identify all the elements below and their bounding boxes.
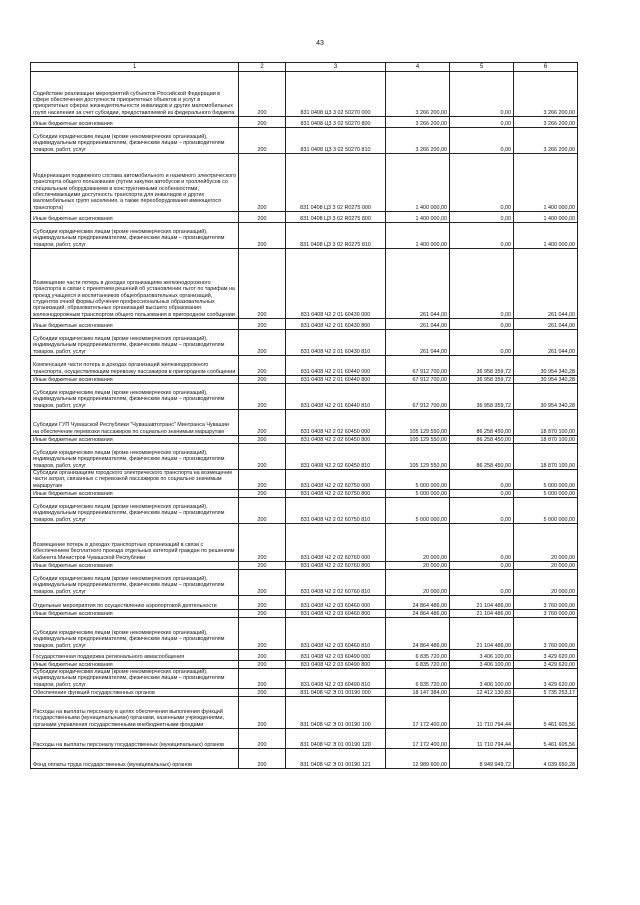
approved-amount: 24 864 486,00 [386,596,450,610]
table-row [31,128,578,154]
remaining-amount: 30 954 340,28 [514,384,578,410]
executed-amount: 21 104 486,00 [450,618,514,650]
budget-classification-code: 831 0408 Ч2 2 01 60430 000 [286,249,386,319]
admin-code: 200 [239,570,286,596]
expense-description: Иные бюджетные ассигнования [31,562,239,570]
budget-classification-code: 831 0408 Ц3 3 02 50270 000 [286,72,386,117]
approved-amount: 1 400 000,00 [386,212,450,223]
table-row [31,330,578,356]
budget-classification-code: 831 0408 Ч2 2 03 60490 000 [286,650,386,661]
header-cell: 3 [286,63,386,72]
admin-code: 200 [239,154,286,212]
budget-classification-code: 831 0408 Ч2 2 02 60750 810 [286,498,386,524]
executed-amount: 0,00 [450,212,514,223]
remaining-amount: 3 266 200,00 [514,72,578,117]
executed-amount: 0,00 [450,72,514,117]
approved-amount: 17 172 400,00 [386,697,450,729]
admin-code: 200 [239,330,286,356]
table-row [31,610,578,618]
budget-classification-code: 831 0408 Ч2 Э 01 00190 000 [286,689,386,697]
budget-table [30,62,578,769]
remaining-amount: 20 000,00 [514,570,578,596]
expense-description: Субсидии юридическим лицам (кроме некоммерческих организаций), индивидуальным предпринимателям, физическим лицам – производителям товаров, работ, услуг [31,444,239,470]
table-row [31,596,578,610]
approved-amount: 20 000,00 [386,562,450,570]
approved-amount: 67 912 700,00 [386,356,450,376]
remaining-amount: 3 266 200,00 [514,128,578,154]
expense-description: Субсидии юридическим лицам (кроме некоммерческих организаций), индивидуальным предпринимателям, физическим лицам – производителям товаров, работ, услуг [31,570,239,596]
approved-amount: 24 864 486,00 [386,610,450,618]
executed-amount: 21 104 486,00 [450,610,514,618]
expense-description: Субсидии юридическим лицам (кроме некоммерческих организаций), индивидуальным предпринимателям, физическим лицам – производителям товаров, работ, услуг [31,330,239,356]
executed-amount: 0,00 [450,524,514,562]
approved-amount: 18 147 384,00 [386,689,450,697]
budget-classification-code: 831 0408 Ц3 3 02 R0275 810 [286,223,386,249]
expense-description: Иные бюджетные ассигнования [31,490,239,498]
executed-amount: 86 258 450,00 [450,444,514,470]
table-row [31,490,578,498]
budget-classification-code: 831 0408 Ч2 Э 01 00190 120 [286,729,386,749]
admin-code: 200 [239,650,286,661]
budget-classification-code: 831 0408 Ц3 3 02 50270 800 [286,117,386,128]
budget-classification-code: 831 0408 Ч2 2 02 60450 810 [286,444,386,470]
expense-description: Иные бюджетные ассигнования [31,610,239,618]
table-row [31,319,578,330]
expense-description: Иные бюджетные ассигнования [31,117,239,128]
executed-amount: 11 710 794,44 [450,729,514,749]
remaining-amount: 3 429 620,00 [514,650,578,661]
admin-code: 200 [239,444,286,470]
table-row [31,376,578,384]
approved-amount: 105 129 550,00 [386,436,450,444]
approved-amount: 6 835 720,00 [386,650,450,661]
executed-amount: 0,00 [450,249,514,319]
admin-code: 200 [239,562,286,570]
executed-amount: 3 406 100,00 [450,669,514,689]
approved-amount: 261 044,00 [386,330,450,356]
executed-amount: 0,00 [450,330,514,356]
admin-code: 200 [239,470,286,490]
approved-amount: 17 172 400,00 [386,729,450,749]
executed-amount: 36 958 359,72 [450,384,514,410]
remaining-amount: 5 461 605,56 [514,729,578,749]
expense-description: Субсидии юридическим лицам (кроме некоммерческих организаций), индивидуальным предпринимателям, физическим лицам – производителям товаров, работ, услуг [31,128,239,154]
budget-classification-code: 831 0408 Ч2 Э 01 00190 100 [286,697,386,729]
admin-code: 200 [239,376,286,384]
executed-amount: 0,00 [450,154,514,212]
table-row [31,669,578,689]
budget-classification-code: 831 0408 Ч2 2 02 60750 800 [286,490,386,498]
budget-classification-code: 831 0408 Ч2 Э 01 00190 121 [286,749,386,769]
expense-description: Отдельные мероприятия по осуществлению аэропортовой деятельности [31,596,239,610]
budget-classification-code: 831 0408 Ч2 2 01 60440 810 [286,384,386,410]
remaining-amount: 30 954 340,28 [514,376,578,384]
remaining-amount: 20 000,00 [514,524,578,562]
admin-code: 200 [239,749,286,769]
expense-description: Субсидии юридическим лицам (кроме некоммерческих организаций), индивидуальным предпринимателям, физическим лицам – производителям товаров, работ, услуг [31,618,239,650]
admin-code: 200 [239,117,286,128]
admin-code: 200 [239,697,286,729]
table-row [31,384,578,410]
executed-amount: 21 104 486,00 [450,596,514,610]
admin-code: 200 [239,610,286,618]
approved-amount: 1 400 000,00 [386,154,450,212]
table-row [31,729,578,749]
approved-amount: 24 864 486,00 [386,618,450,650]
remaining-amount: 5 461 605,56 [514,697,578,729]
admin-code: 200 [239,490,286,498]
remaining-amount: 1 400 000,00 [514,154,578,212]
admin-code: 200 [239,596,286,610]
expense-description: Субсидии ГУП Чувашской Республики "Чувашавтотранс" Минтранса Чувашии на обеспечение перевозки пассажиров по социально значимым маршрутам [31,410,239,436]
admin-code: 200 [239,618,286,650]
budget-classification-code: 831 0408 Ч2 2 03 60490 800 [286,661,386,669]
approved-amount: 5 000 000,00 [386,490,450,498]
remaining-amount: 4 039 650,28 [514,749,578,769]
expense-description: Расходы на выплаты персоналу в целях обеспечения выполнения функций государственными (муниципальными) органами, казенными учреждениями, органами управления государственными внебюджетными фондами [31,697,239,729]
budget-classification-code: 831 0408 Ч2 2 01 60430 800 [286,319,386,330]
budget-classification-code: 831 0408 Ч2 2 02 60450 000 [286,410,386,436]
approved-amount: 6 835 720,00 [386,669,450,689]
table-row [31,689,578,697]
admin-code: 200 [239,689,286,697]
admin-code: 200 [239,212,286,223]
table-row [31,436,578,444]
table-row [31,749,578,769]
executed-amount: 0,00 [450,570,514,596]
budget-classification-code: 831 0408 Ч2 2 02 60760 810 [286,570,386,596]
table-row [31,154,578,212]
header-cell: 4 [386,63,450,72]
expense-description: Фонд оплаты труда государственных (муниципальных) органов [31,749,239,769]
table-row [31,117,578,128]
budget-classification-code: 831 0408 Ч2 2 03 60460 810 [286,618,386,650]
executed-amount: 0,00 [450,223,514,249]
admin-code: 200 [239,356,286,376]
remaining-amount: 261 044,00 [514,319,578,330]
remaining-amount: 5 000 000,00 [514,498,578,524]
admin-code: 200 [239,72,286,117]
remaining-amount: 20 000,00 [514,562,578,570]
remaining-amount: 18 870 100,00 [514,444,578,470]
approved-amount: 6 835 720,00 [386,661,450,669]
expense-description: Возмещение части потерь в доходах организациям железнодорожного транспорта в связи с принятием решений об установлении льгот по тарифам на проезд учащихся и воспитанников общеобразовательных организаций, студентов очной формы обучения профессиональных образовательных организаций, образовательных организаций высшего образования железнодорожным транспортом общего пользования в пригородном сообщении [31,249,239,319]
approved-amount: 261 044,00 [386,249,450,319]
expense-description: Расходы на выплаты персоналу государственных (муниципальных) органов [31,729,239,749]
admin-code: 200 [239,524,286,562]
admin-code: 200 [239,128,286,154]
table-row [31,249,578,319]
header-cell: 5 [450,63,514,72]
executed-amount: 0,00 [450,470,514,490]
remaining-amount: 5 000 000,00 [514,490,578,498]
budget-classification-code: 831 0408 Ч2 2 01 60440 000 [286,356,386,376]
approved-amount: 1 400 000,00 [386,223,450,249]
expense-description: Иные бюджетные ассигнования [31,212,239,223]
approved-amount: 105 129 550,00 [386,444,450,470]
admin-code: 200 [239,223,286,249]
table-row [31,212,578,223]
admin-code: 200 [239,669,286,689]
expense-description: Иные бюджетные ассигнования [31,661,239,669]
approved-amount: 5 000 000,00 [386,470,450,490]
expense-description: Субсидии юридическим лицам (кроме некоммерческих организаций), индивидуальным предпринимателям, физическим лицам – производителям товаров, работ, услуг [31,669,239,689]
remaining-amount: 5 000 000,00 [514,470,578,490]
expense-description: Субсидии юридическим лицам (кроме некоммерческих организаций), индивидуальным предпринимателям, физическим лицам – производителям товаров, работ, услуг [31,498,239,524]
expense-description: Субсидии юридическим лицам (кроме некоммерческих организаций), индивидуальным предпринимателям, физическим лицам – производителям товаров, работ, услуг [31,384,239,410]
expense-description: Обеспечение функций государственных органов [31,689,239,697]
executed-amount: 12 412 130,83 [450,689,514,697]
executed-amount: 3 406 100,00 [450,661,514,669]
header-cell: 2 [239,63,286,72]
budget-classification-code: 831 0408 Ц3 3 02 R0275 800 [286,212,386,223]
approved-amount: 105 129 550,00 [386,410,450,436]
remaining-amount: 261 044,00 [514,330,578,356]
remaining-amount: 3 429 620,00 [514,669,578,689]
remaining-amount: 3 760 000,00 [514,596,578,610]
budget-classification-code: 831 0408 Ц3 3 02 50270 810 [286,128,386,154]
executed-amount: 36 958 359,72 [450,356,514,376]
remaining-amount: 18 870 100,00 [514,436,578,444]
executed-amount: 0,00 [450,498,514,524]
remaining-amount: 1 400 000,00 [514,212,578,223]
budget-classification-code: 831 0408 Ч2 2 02 60760 800 [286,562,386,570]
expense-description: Компенсация части потерь в доходах организаций железнодорожного транспорта, осуществляющим перевозку пассажиров в пригородном сообщении [31,356,239,376]
page-number: 43 [316,40,324,47]
expense-description: Субсидии юридическим лицам (кроме некоммерческих организаций), индивидуальным предпринимателям, физическим лицам – производителям товаров, работ, услуг [31,223,239,249]
remaining-amount: 30 954 340,28 [514,356,578,376]
table-row [31,223,578,249]
executed-amount: 86 258 450,00 [450,436,514,444]
executed-amount: 86 258 450,00 [450,410,514,436]
executed-amount: 0,00 [450,490,514,498]
approved-amount: 261 044,00 [386,319,450,330]
table-row [31,661,578,669]
expense-description: Государственная поддержка регионального авиасообщения [31,650,239,661]
expense-description: Возмещение потерь в доходах транспортных организаций в связи с обеспечением бесплатного проезда отдельных категорий граждан по решениям Кабинета Министров Чувашской Республики [31,524,239,562]
remaining-amount: 3 760 000,00 [514,618,578,650]
approved-amount: 12 989 600,00 [386,749,450,769]
admin-code: 200 [239,661,286,669]
executed-amount: 0,00 [450,319,514,330]
budget-classification-code: 831 0408 Ч2 2 01 60440 800 [286,376,386,384]
expense-description: Субсидии организациям городского электрического транспорта на возмещение части затрат, связанных с перевозкой пассажиров по социально значимым маршрутам [31,470,239,490]
remaining-amount: 3 760 000,00 [514,610,578,618]
budget-classification-code: 831 0408 Ч2 2 03 60460 000 [286,596,386,610]
approved-amount: 67 912 700,00 [386,384,450,410]
table-row [31,410,578,436]
budget-classification-code: 831 0408 Ч2 2 02 60450 800 [286,436,386,444]
approved-amount: 20 000,00 [386,524,450,562]
table-row [31,524,578,562]
admin-code: 200 [239,498,286,524]
admin-code: 200 [239,384,286,410]
expense-description: Иные бюджетные ассигнования [31,376,239,384]
executed-amount: 0,00 [450,128,514,154]
table-row [31,444,578,470]
approved-amount: 67 912 700,00 [386,376,450,384]
header-cell: 1 [31,63,239,72]
admin-code: 200 [239,729,286,749]
executed-amount: 36 958 359,72 [450,376,514,384]
header-row [31,63,578,72]
approved-amount: 5 000 000,00 [386,498,450,524]
remaining-amount: 5 735 253,17 [514,689,578,697]
header-cell: 6 [514,63,578,72]
expense-description: Иные бюджетные ассигнования [31,319,239,330]
table-row [31,498,578,524]
table-row [31,470,578,490]
approved-amount: 3 266 200,00 [386,128,450,154]
table-row [31,72,578,117]
remaining-amount: 3 266 200,00 [514,117,578,128]
remaining-amount: 3 429 620,00 [514,661,578,669]
budget-classification-code: 831 0408 Ц3 3 02 R0275 000 [286,154,386,212]
expense-description: Содействие реализации мероприятий субъектов Российской Федерации в сфере обеспечения доступности приоритетных объектов и услуг в приоритетных сферах жизнедеятельности инвалидов и других маломобильных групп населения за счет субсидии, предоставляемой из федерального бюджета [31,72,239,117]
executed-amount: 0,00 [450,117,514,128]
admin-code: 200 [239,410,286,436]
remaining-amount: 261 044,00 [514,249,578,319]
executed-amount: 0,00 [450,562,514,570]
table-row [31,570,578,596]
admin-code: 200 [239,319,286,330]
approved-amount: 3 266 200,00 [386,72,450,117]
expense-description: Модернизация подвижного состава автомобильного и наземного электрического транспорта общего пользования (путем закупки автобусов и троллейбусов со специальным оборудованием и конструктивными особенностями, обеспечивающими доступность транспорта для инвалидов и других маломобильных групп населения, а также переоборудования имеющегося транспорта) [31,154,239,212]
budget-classification-code: 831 0408 Ч2 2 02 60750 000 [286,470,386,490]
executed-amount: 3 406 100,00 [450,650,514,661]
remaining-amount: 1 400 000,00 [514,223,578,249]
admin-code: 200 [239,436,286,444]
table-row [31,562,578,570]
table-row [31,697,578,729]
budget-classification-code: 831 0408 Ч2 2 02 60760 000 [286,524,386,562]
expense-description: Иные бюджетные ассигнования [31,436,239,444]
budget-classification-code: 831 0408 Ч2 2 03 60460 800 [286,610,386,618]
table-row [31,356,578,376]
executed-amount: 8 949 949,72 [450,749,514,769]
executed-amount: 11 710 794,44 [450,697,514,729]
table-row [31,650,578,661]
remaining-amount: 18 870 100,00 [514,410,578,436]
budget-classification-code: 831 0408 Ч2 2 03 60490 810 [286,669,386,689]
approved-amount: 20 000,00 [386,570,450,596]
admin-code: 200 [239,249,286,319]
table-row [31,618,578,650]
approved-amount: 3 266 200,00 [386,117,450,128]
budget-classification-code: 831 0408 Ч2 2 01 60430 810 [286,330,386,356]
